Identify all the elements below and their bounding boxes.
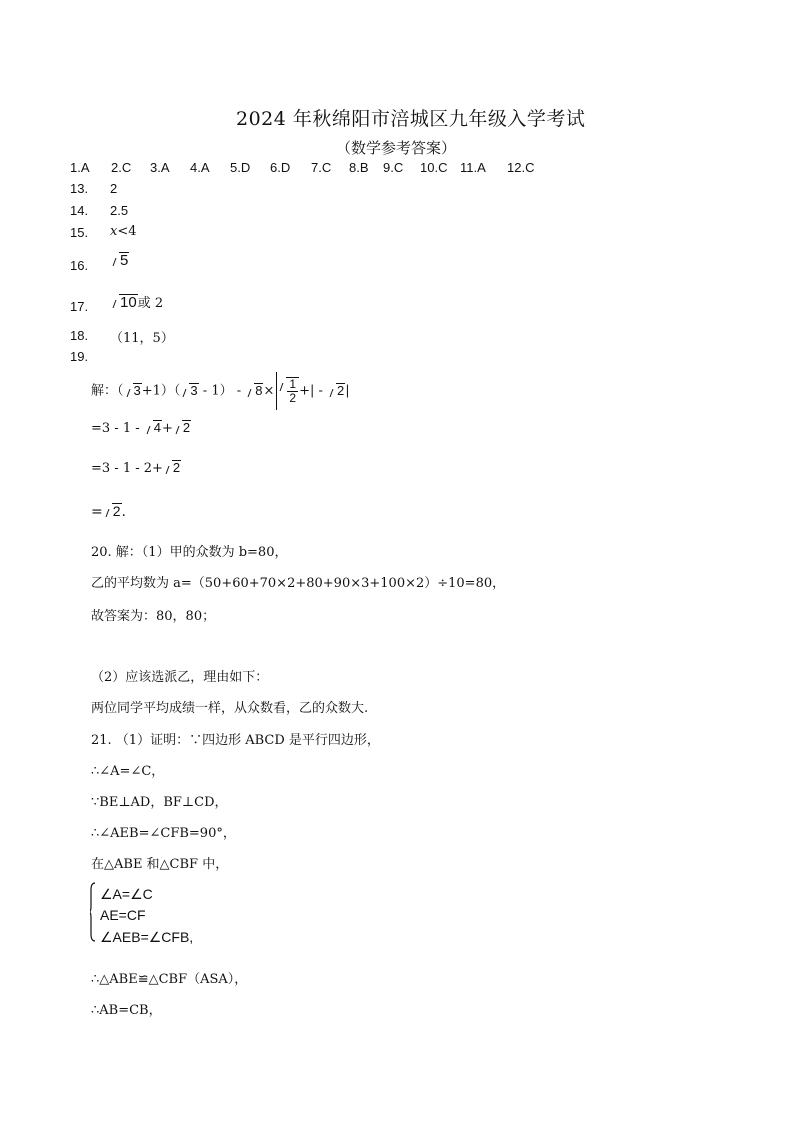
- page-title: 2024 年秋绵阳市涪城区九年级入学考试: [236, 108, 586, 130]
- q21-line-1: 21. （1）证明：∵四边形 ABCD 是平行四边形，: [91, 733, 380, 748]
- sqrt-symbol: 4: [144, 420, 162, 436]
- sqrt-symbol: [277, 377, 299, 404]
- q20-line-1: 20. 解：（1）甲的众数为 b=80，: [91, 545, 288, 560]
- sqrt-symbol: 2: [103, 503, 122, 520]
- sqrt-symbol: 2: [327, 383, 345, 399]
- fraction: $\frac{1}{2}$: [289, 377, 297, 405]
- q20-line-3: 故答案为：80，80；: [91, 609, 216, 624]
- sqrt-symbol: 8: [245, 383, 263, 399]
- choice-answer: 7.C: [311, 160, 332, 175]
- choice-answer: 3.A: [150, 160, 170, 175]
- system-line-1: ∠A=∠C: [100, 886, 153, 902]
- left-brace-icon: [90, 882, 96, 942]
- system-line-2: AE=CF: [100, 907, 146, 923]
- choice-answer: 5.D: [230, 160, 251, 175]
- sqrt-symbol: 3: [124, 383, 142, 399]
- sqrt-symbol: 5: [110, 252, 129, 270]
- choice-answer: 10.C: [420, 160, 448, 175]
- choice-answer: 2.C: [111, 160, 132, 175]
- answer-text: 2.5: [110, 203, 129, 218]
- choice-answer: 8.B: [349, 160, 369, 175]
- q20-line-5: 两位同学平均成绩一样，从众数看，乙的众数大.: [91, 701, 369, 716]
- sqrt-symbol: 2: [163, 460, 181, 476]
- choice-answer: 6.D: [270, 160, 291, 175]
- q21-line-4: ∴∠AEB=∠CFB=90°，: [91, 826, 236, 841]
- answer-rest: 或 2: [137, 296, 164, 311]
- answer-radical: [110, 252, 129, 270]
- answer-radical: [110, 292, 163, 312]
- question-number: 17.: [70, 299, 89, 314]
- choice-answer: 9.C: [383, 160, 404, 175]
- answer-text: [110, 224, 137, 239]
- q21-line-5: 在△ABE 和△CBF 中，: [91, 857, 229, 872]
- question-number: 19.: [70, 349, 89, 364]
- sqrt-symbol: 10: [110, 294, 138, 312]
- question-number: 18.: [70, 328, 89, 343]
- sqrt-symbol: 3: [180, 383, 198, 399]
- q21-line-2: ∴∠A=∠C，: [91, 764, 165, 779]
- choice-answer: 11.A: [460, 160, 486, 175]
- choice-answer: 12.C: [507, 160, 535, 175]
- question-number: 13.: [70, 181, 89, 196]
- solution-line-4: = 2.: [91, 503, 126, 520]
- question-number: 16.: [70, 258, 89, 273]
- q21-line-7: ∴AB=CB，: [91, 1003, 162, 1018]
- choice-answer: 4.A: [190, 160, 210, 175]
- inequality-rest: <4: [117, 224, 137, 239]
- answer-text: 2: [110, 181, 118, 196]
- q20-line-4: （2）应该选派乙，理由如下：: [91, 670, 269, 685]
- variable-x: x: [110, 224, 118, 239]
- solution-line-1: 解：（ 3+1）（ 3 - 1） - 8× $\frac{1}{2}$ +| - 2|: [91, 372, 350, 410]
- question-number: 14.: [70, 203, 89, 218]
- page-subtitle: （数学参考答案）: [336, 139, 457, 157]
- solution-line-2: =3 - 1 - 4+ 2: [91, 420, 191, 436]
- question-number: 15.: [70, 225, 89, 240]
- answer-text: （11，5）: [110, 331, 174, 346]
- choice-answer: 1.A: [70, 160, 90, 175]
- system-line-3: ∠AEB=∠CFB,: [100, 929, 194, 945]
- q21-line-6: ∴△ABE≌△CBF（ASA），: [91, 972, 248, 987]
- q20-line-2: 乙的平均数为 a=（50+60+70×2+80+90×3+100×2）÷10=80，: [91, 576, 506, 591]
- sqrt-symbol: 2: [173, 420, 191, 436]
- q21-line-3: ∵BE⊥AD，BF⊥CD，: [91, 795, 228, 810]
- solution-line-3: =3 - 1 - 2+ 2: [91, 460, 181, 476]
